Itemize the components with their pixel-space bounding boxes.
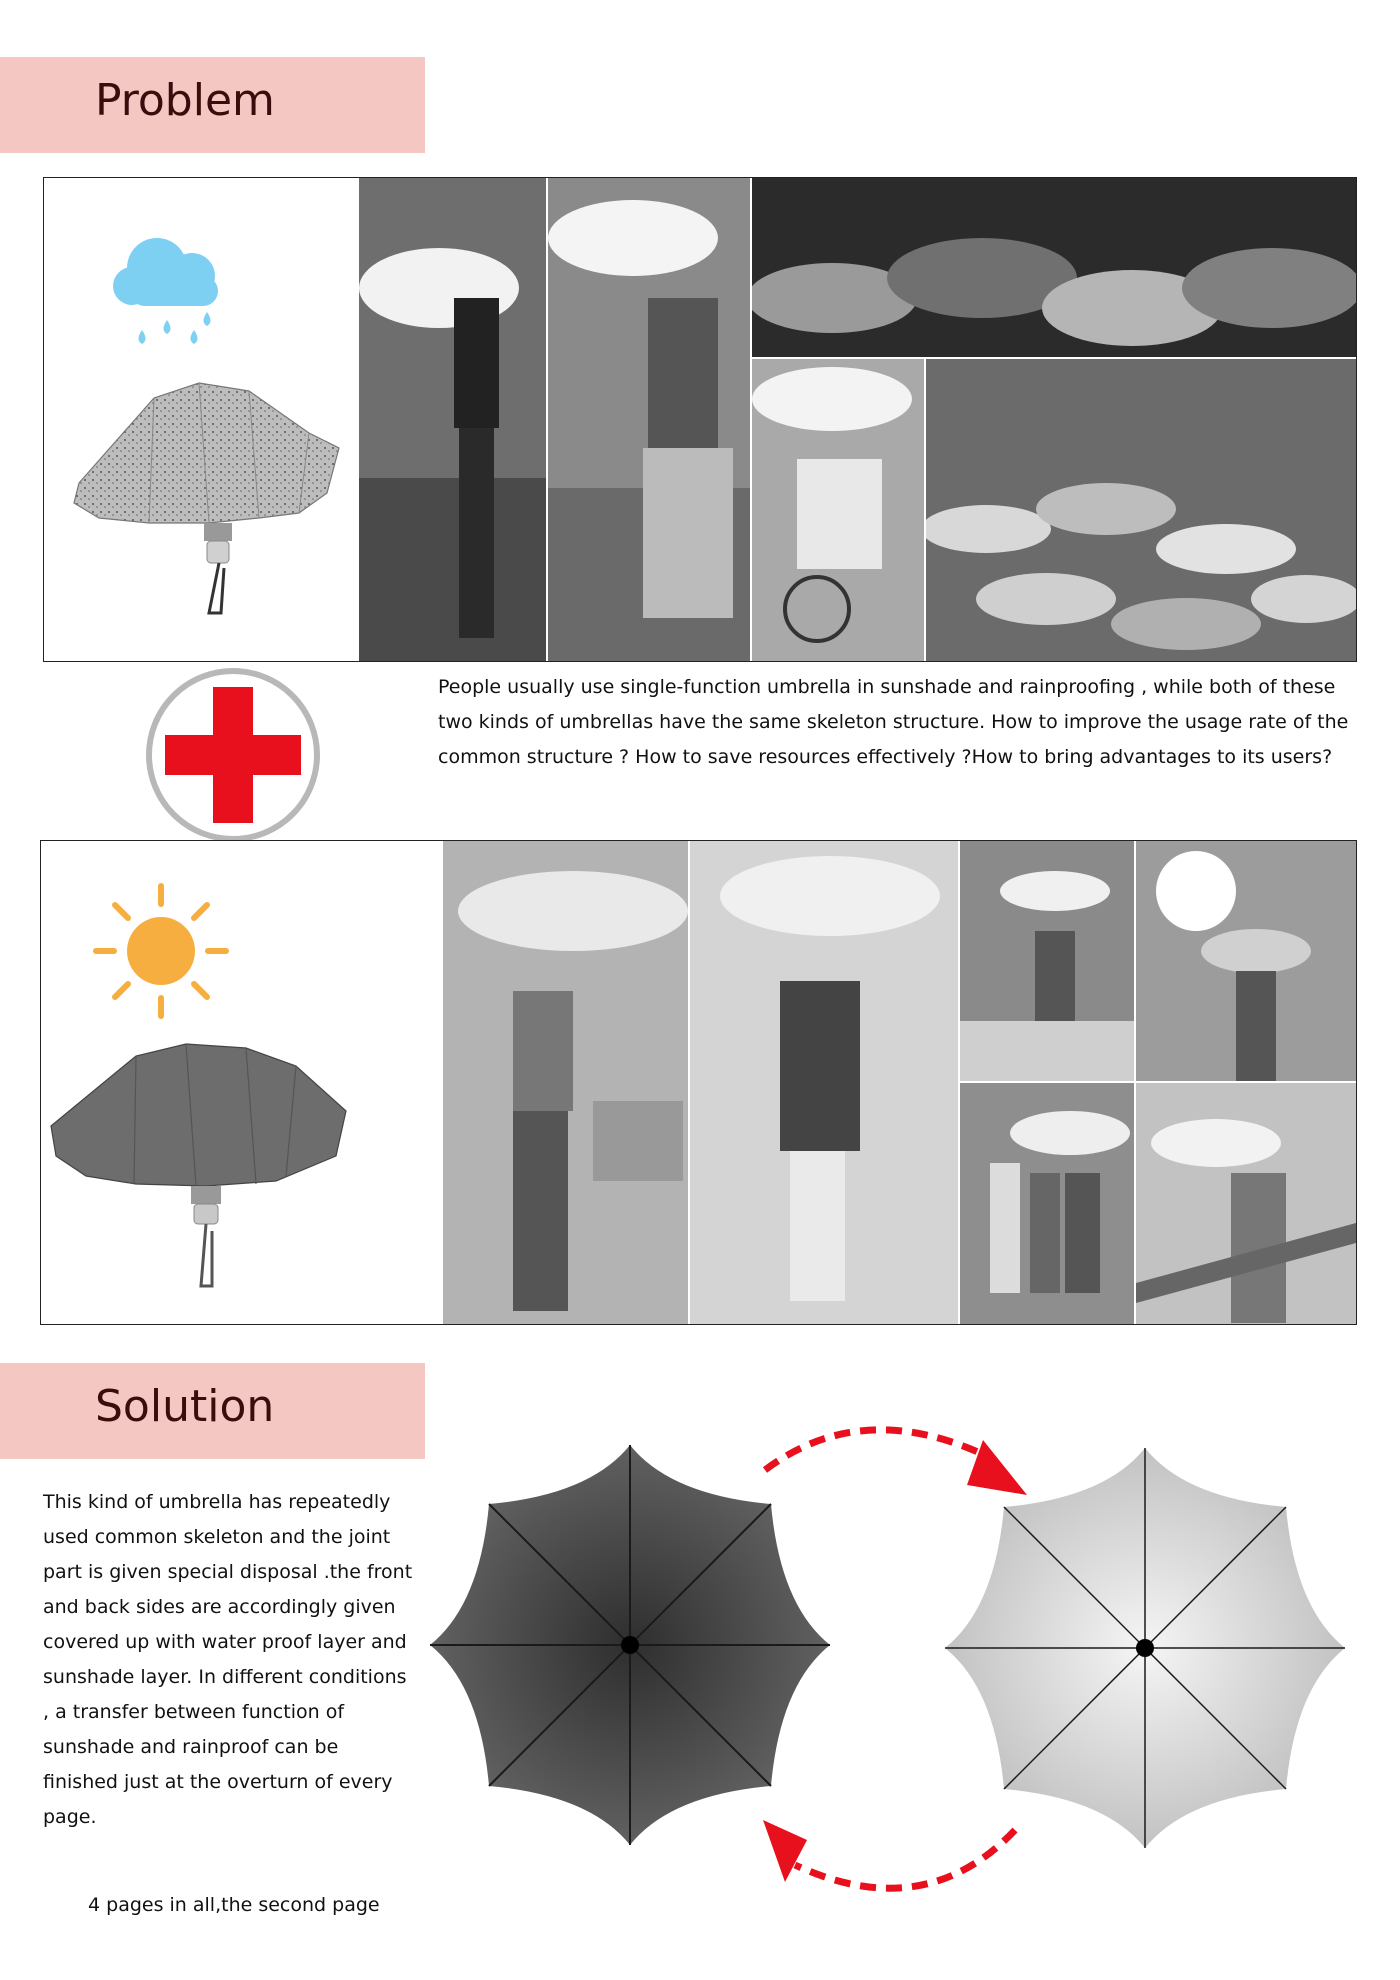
folded-sun-umbrella-image <box>46 1036 356 1316</box>
solution-heading: Solution <box>95 1381 275 1432</box>
solution-heading-banner <box>0 1363 425 1459</box>
rain-photo-4 <box>752 359 924 661</box>
rain-photo-2 <box>548 178 750 661</box>
problem-heading-banner <box>0 57 425 153</box>
problem-description: People usually use single-function umbrella in sunshade and rainproofing , while both of these two kinds of umbrellas have the same skeleton structure. How to improve the usage rate of the common structure ? How to save resources effectively ?How to bring advantages to its users? <box>438 676 1349 768</box>
rain-photo-1 <box>359 178 546 661</box>
sun-photo-6 <box>1136 1083 1356 1324</box>
rain-photo-5 <box>926 359 1356 661</box>
sun-icon <box>86 876 236 1026</box>
top-curved-arrow-icon <box>755 1395 1035 1515</box>
sun-panel <box>40 840 1357 1325</box>
sun-photo-2 <box>690 841 958 1324</box>
sun-photo-5 <box>960 1083 1134 1324</box>
solution-description: This kind of umbrella has repeatedly used common skeleton and the joint part is given special disposal .the front and back sides are accordingly given covered up with water proof layer and sunshade layer. In different conditions , a transfer between function of sunshade and rainproof can be finished just at the overturn of every page. <box>43 1491 413 1828</box>
rain-panel <box>43 177 1357 662</box>
sun-photo-3 <box>960 841 1134 1081</box>
rain-photo-3 <box>752 178 1356 357</box>
page-note: 4 pages in all,the second page <box>88 1894 380 1916</box>
problem-heading: Problem <box>95 75 275 126</box>
sun-photo-1 <box>443 841 688 1324</box>
folded-rain-umbrella-image <box>59 373 349 653</box>
red-cross-icon <box>143 665 323 845</box>
sun-photo-4 <box>1136 841 1356 1081</box>
bottom-curved-arrow-icon <box>755 1810 1035 1930</box>
rain-cloud-icon <box>102 218 242 368</box>
